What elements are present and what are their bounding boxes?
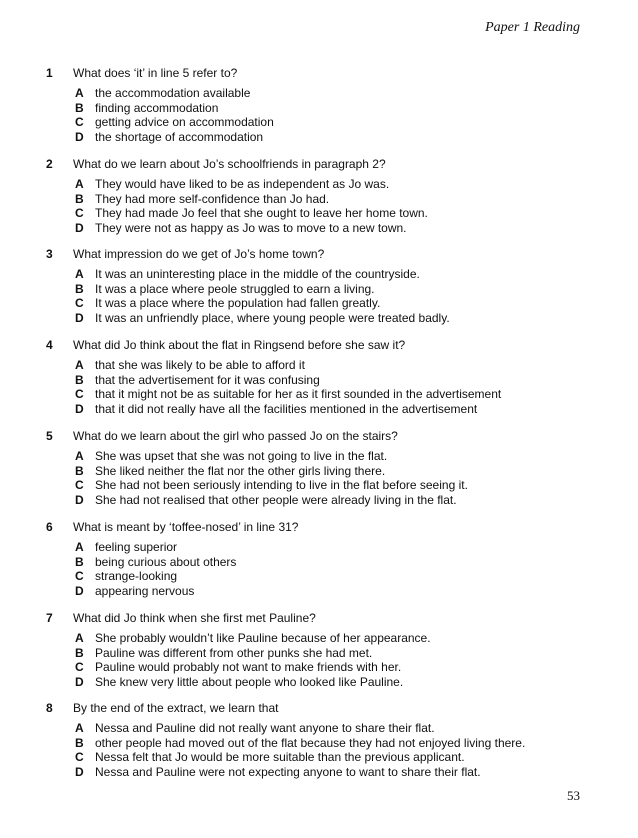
option-text: the shortage of accommodation bbox=[95, 130, 264, 145]
option-text: She knew very little about people who looked like Pauline. bbox=[95, 675, 404, 690]
question-number: 7 bbox=[46, 611, 53, 625]
question-stem-row bbox=[46, 429, 606, 444]
answer-option bbox=[75, 192, 606, 207]
answer-option bbox=[75, 540, 606, 555]
question-number: 3 bbox=[46, 247, 53, 261]
answer-option bbox=[75, 750, 606, 765]
answer-option bbox=[75, 631, 606, 646]
option-letter: D bbox=[75, 765, 84, 780]
option-text: Pauline would probably not want to make friends with her. bbox=[95, 660, 402, 675]
answer-option bbox=[75, 493, 606, 508]
option-letter: C bbox=[75, 387, 84, 402]
option-letter: C bbox=[75, 478, 84, 493]
option-letter: D bbox=[75, 311, 84, 326]
question-3 bbox=[46, 247, 606, 326]
option-text: It was an uninteresting place in the middle of the countryside. bbox=[95, 267, 420, 281]
page-number: 53 bbox=[567, 788, 580, 803]
question-stem: What impression do we get of Jo’s home town? bbox=[73, 247, 325, 261]
question-stem: What do we learn about the girl who passed Jo on the stairs? bbox=[73, 429, 398, 443]
option-text: that it might not be as suitable for her as it first sounded in the advertisement bbox=[95, 387, 502, 402]
option-text: It was a place where peole struggled to earn a living. bbox=[95, 281, 375, 296]
answer-option bbox=[75, 267, 606, 282]
question-1 bbox=[46, 66, 606, 145]
option-text: the accommodation available bbox=[95, 86, 251, 100]
answer-option bbox=[75, 660, 606, 675]
answer-option bbox=[75, 86, 606, 101]
question-stem: By the end of the extract, we learn that bbox=[73, 701, 279, 715]
option-letter: A bbox=[75, 177, 84, 191]
option-letter: C bbox=[75, 569, 84, 584]
option-letter: A bbox=[75, 721, 84, 735]
question-4 bbox=[46, 338, 606, 417]
question-7 bbox=[46, 611, 606, 690]
option-list bbox=[75, 358, 606, 417]
option-letter: B bbox=[75, 645, 84, 660]
option-letter: B bbox=[75, 191, 84, 206]
option-text: It was a place where the population had fallen greatly. bbox=[95, 296, 381, 311]
answer-option bbox=[75, 555, 606, 570]
option-letter: D bbox=[75, 675, 84, 690]
option-letter: B bbox=[75, 372, 84, 387]
question-number: 8 bbox=[46, 701, 53, 715]
answer-option bbox=[75, 115, 606, 130]
option-letter: B bbox=[75, 463, 84, 478]
option-letter: B bbox=[75, 554, 84, 569]
option-letter: D bbox=[75, 402, 84, 417]
option-letter: B bbox=[75, 281, 84, 296]
option-letter: C bbox=[75, 750, 84, 765]
question-stem-row bbox=[46, 520, 606, 535]
answer-option bbox=[75, 101, 606, 116]
question-stem-row bbox=[46, 157, 606, 172]
option-list bbox=[75, 86, 606, 145]
question-number: 1 bbox=[46, 66, 53, 80]
answer-option bbox=[75, 206, 606, 221]
option-letter: D bbox=[75, 221, 84, 236]
option-text: that she was likely to be able to afford it bbox=[95, 358, 305, 372]
option-letter: D bbox=[75, 493, 84, 508]
option-text: They were not as happy as Jo was to move to a new town. bbox=[95, 221, 407, 236]
option-letter: B bbox=[75, 100, 84, 115]
option-list bbox=[75, 449, 606, 508]
option-text: that the advertisement for it was confusing bbox=[95, 372, 320, 387]
question-stem-row bbox=[46, 701, 606, 716]
option-letter: C bbox=[75, 206, 84, 221]
option-text: other people had moved out of the flat because they had not enjoyed living there. bbox=[95, 735, 526, 750]
answer-option bbox=[75, 584, 606, 599]
question-stem-row bbox=[46, 338, 606, 353]
answer-option bbox=[75, 721, 606, 736]
answer-option bbox=[75, 402, 606, 417]
option-letter: C bbox=[75, 115, 84, 130]
option-text: She was upset that she was not going to live in the flat. bbox=[95, 449, 388, 463]
answer-option bbox=[75, 765, 606, 780]
option-text: Pauline was different from other punks she had met. bbox=[95, 645, 373, 660]
option-letter: B bbox=[75, 735, 84, 750]
answer-option bbox=[75, 373, 606, 388]
answer-option bbox=[75, 646, 606, 661]
page-header: Paper 1 Reading bbox=[485, 20, 580, 35]
option-letter: A bbox=[75, 358, 84, 372]
option-text: They would have liked to be as independent as Jo was. bbox=[95, 177, 390, 191]
option-text: that it did not really have all the facilities mentioned in the advertisement bbox=[95, 402, 478, 417]
option-text: Nessa felt that Jo would be more suitable than the previous applicant. bbox=[95, 750, 465, 765]
question-stem-row bbox=[46, 611, 606, 626]
question-number: 2 bbox=[46, 157, 53, 171]
answer-option bbox=[75, 177, 606, 192]
question-number: 5 bbox=[46, 429, 53, 443]
question-2 bbox=[46, 157, 606, 236]
option-text: They had more self-confidence than Jo had. bbox=[95, 191, 330, 206]
option-list bbox=[75, 631, 606, 690]
option-letter: D bbox=[75, 130, 84, 145]
option-text: Nessa and Pauline did not really want anyone to share their flat. bbox=[95, 721, 435, 735]
option-list bbox=[75, 721, 606, 780]
question-5 bbox=[46, 429, 606, 508]
option-list bbox=[75, 267, 606, 326]
answer-option bbox=[75, 221, 606, 236]
option-letter: D bbox=[75, 584, 84, 599]
question-number: 4 bbox=[46, 338, 53, 352]
option-text: She had not realised that other people were already living in the flat. bbox=[95, 493, 457, 508]
option-text: being curious about others bbox=[95, 554, 237, 569]
option-text: She had not been seriously intending to live in the flat before seeing it. bbox=[95, 478, 468, 493]
question-stem-row bbox=[46, 247, 606, 262]
answer-option bbox=[75, 464, 606, 479]
option-letter: A bbox=[75, 540, 84, 554]
question-stem: What does ‘it’ in line 5 refer to? bbox=[73, 66, 238, 80]
option-text: She probably wouldn’t like Pauline because of her appearance. bbox=[95, 631, 431, 645]
option-list bbox=[75, 177, 606, 236]
answer-option bbox=[75, 282, 606, 297]
question-stem: What did Jo think about the flat in Ringsend before she saw it? bbox=[73, 338, 406, 352]
answer-option bbox=[75, 358, 606, 373]
option-letter: C bbox=[75, 296, 84, 311]
option-letter: A bbox=[75, 631, 84, 645]
answer-option bbox=[75, 675, 606, 690]
answer-option bbox=[75, 130, 606, 145]
answer-option bbox=[75, 387, 606, 402]
question-number: 6 bbox=[46, 520, 53, 534]
option-letter: A bbox=[75, 267, 84, 281]
option-letter: A bbox=[75, 449, 84, 463]
answer-option bbox=[75, 449, 606, 464]
option-text: It was an unfriendly place, where young people were treated badly. bbox=[95, 311, 450, 326]
option-text: strange-looking bbox=[95, 569, 178, 584]
question-stem-row bbox=[46, 66, 606, 81]
answer-option bbox=[75, 736, 606, 751]
option-text: feeling superior bbox=[95, 540, 178, 554]
answer-option bbox=[75, 478, 606, 493]
answer-option bbox=[75, 296, 606, 311]
option-letter: A bbox=[75, 86, 84, 100]
answer-option bbox=[75, 569, 606, 584]
question-stem: What is meant by ‘toffee-nosed’ in line 31? bbox=[73, 520, 299, 534]
option-list bbox=[75, 540, 606, 599]
question-stem: What do we learn about Jo’s schoolfriends in paragraph 2? bbox=[73, 157, 386, 171]
option-text: appearing nervous bbox=[95, 584, 195, 599]
option-text: finding accommodation bbox=[95, 100, 219, 115]
option-text: Nessa and Pauline were not expecting anyone to want to share their flat. bbox=[95, 765, 481, 780]
option-text: She liked neither the flat nor the other girls living there. bbox=[95, 463, 386, 478]
option-text: getting advice on accommodation bbox=[95, 115, 274, 130]
option-text: They had made Jo feel that she ought to leave her home town. bbox=[95, 206, 428, 221]
option-letter: C bbox=[75, 660, 84, 675]
question-8 bbox=[46, 701, 606, 780]
answer-option bbox=[75, 311, 606, 326]
question-stem: What did Jo think when she first met Pauline? bbox=[73, 611, 316, 625]
question-6 bbox=[46, 520, 606, 599]
